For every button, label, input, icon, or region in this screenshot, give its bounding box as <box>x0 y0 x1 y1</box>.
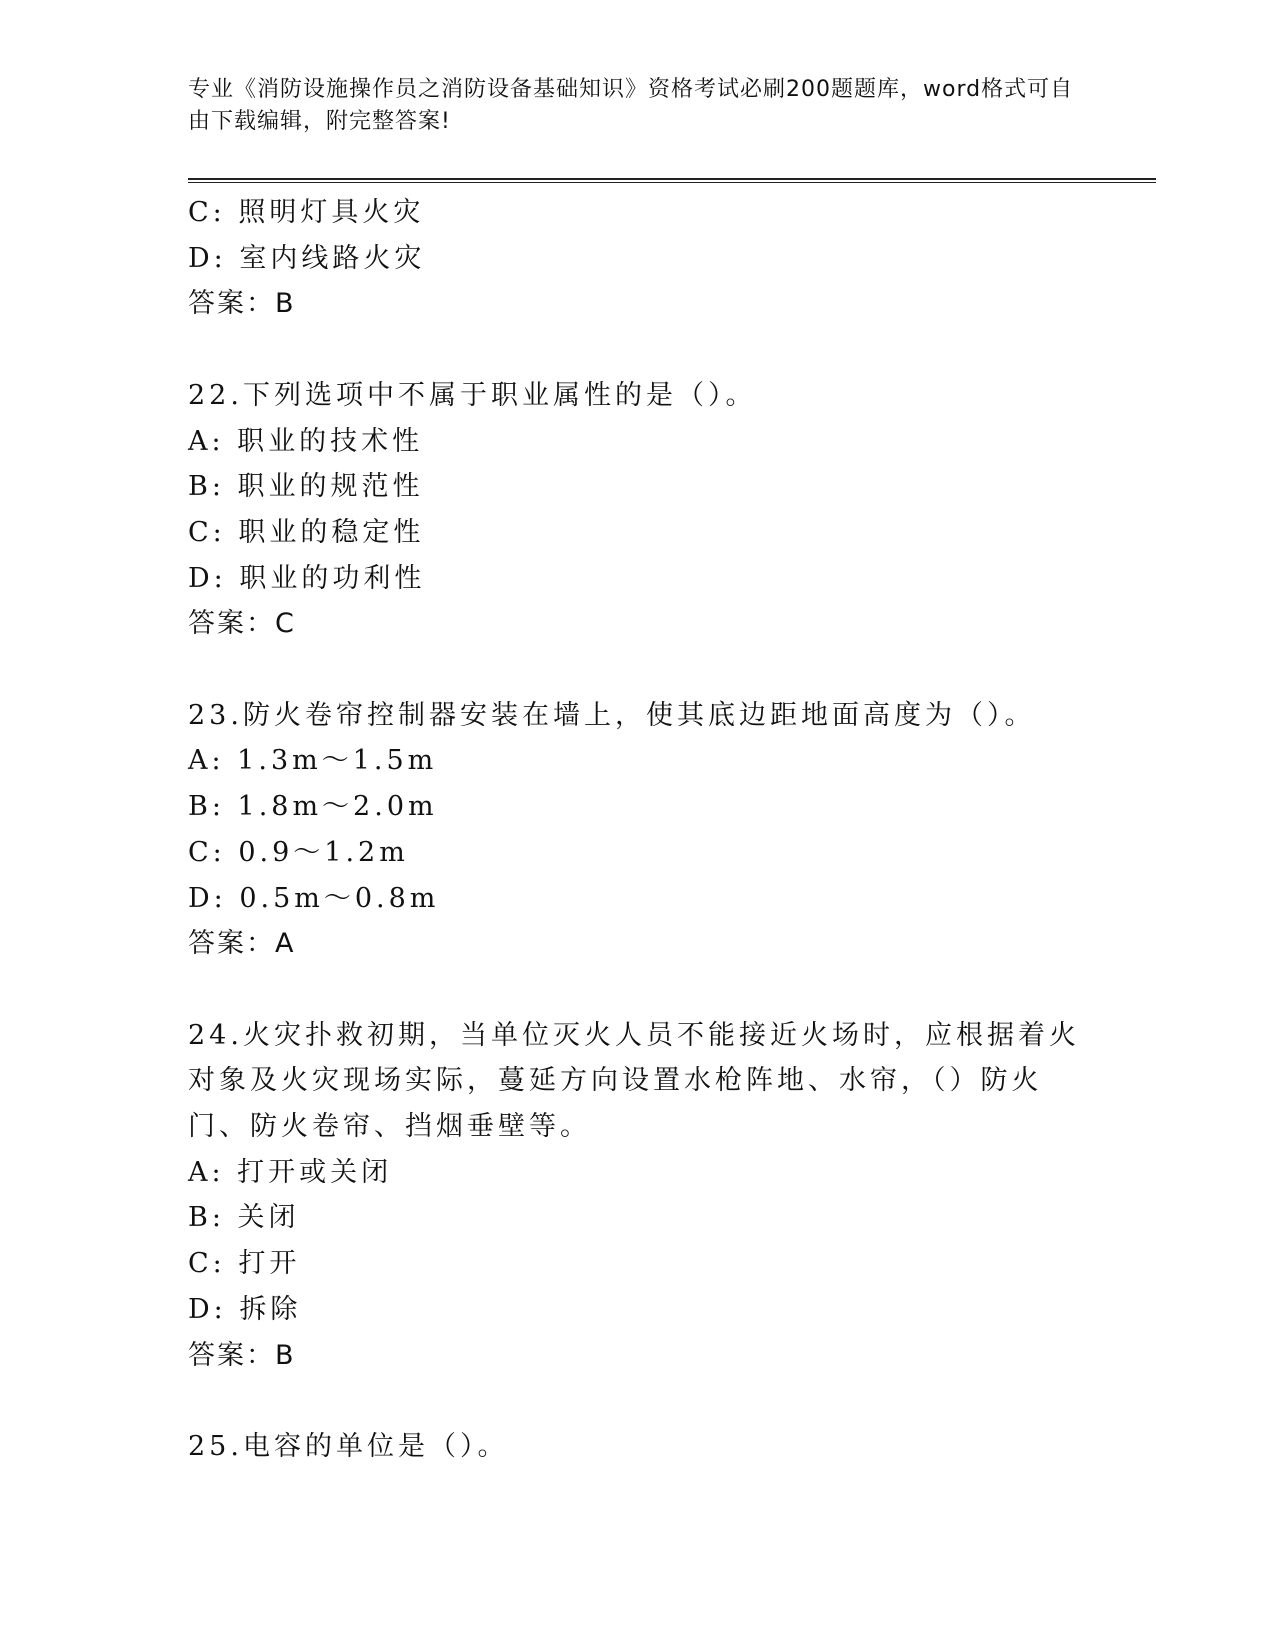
spacer <box>188 967 1088 1013</box>
question-stem: 22.下列选项中不属于职业属性的是（）。 <box>188 379 757 411</box>
option-a: A: 职业的技术性 <box>188 425 424 457</box>
option-d: D: 0.5m～0.8m <box>188 882 440 914</box>
answer: 答案：A <box>188 928 296 960</box>
option-d: D: 职业的功利性 <box>188 562 426 594</box>
header-divider <box>188 178 1156 183</box>
option-a: A: 1.3m～1.5m <box>188 745 438 777</box>
option-d: D: 拆除 <box>188 1293 302 1325</box>
question-25 <box>188 1424 1088 1470</box>
question-24 <box>188 1013 1088 1379</box>
answer: 答案：B <box>188 1339 296 1371</box>
option-c: C: 0.9～1.2m <box>188 836 409 868</box>
option-c: C: 照明灯具火灾 <box>188 197 425 228</box>
option-b: B: 关闭 <box>188 1202 300 1234</box>
question-23 <box>188 693 1088 967</box>
question-stem: 23.防火卷帘控制器安装在墙上，使其底边距地面高度为（）。 <box>188 699 1036 731</box>
question-22 <box>188 373 1088 647</box>
answer: 答案：C <box>188 608 296 640</box>
option-b: B: 1.8m～2.0m <box>188 791 438 823</box>
option-d: D: 室内线路火灾 <box>188 242 426 274</box>
option-c: C: 打开 <box>188 1248 301 1280</box>
spacer <box>188 327 1088 373</box>
document-body <box>188 190 1088 1470</box>
document-header: 专业《消防设施操作员之消防设备基础知识》资格考试必刷200题题库，word格式可自由下载编辑，附完整答案! <box>188 77 1074 134</box>
option-c: C: 职业的稳定性 <box>188 516 425 548</box>
question-stem: 24.火灾扑救初期，当单位灭火人员不能接近火场时，应根据着火对象及火灾现场实际，蔓延方向设置水枪阵地、水帘，（）防火门、防火卷帘、挡烟垂壁等。 <box>188 1019 1080 1143</box>
question-stem: 25.电容的单位是（）。 <box>188 1430 509 1462</box>
option-b: B: 职业的规范性 <box>188 471 424 503</box>
spacer <box>188 647 1088 693</box>
spacer <box>188 1378 1088 1424</box>
answer: 答案：B <box>188 288 296 320</box>
question-21-continued <box>188 190 1088 327</box>
option-a: A: 打开或关闭 <box>188 1156 393 1188</box>
